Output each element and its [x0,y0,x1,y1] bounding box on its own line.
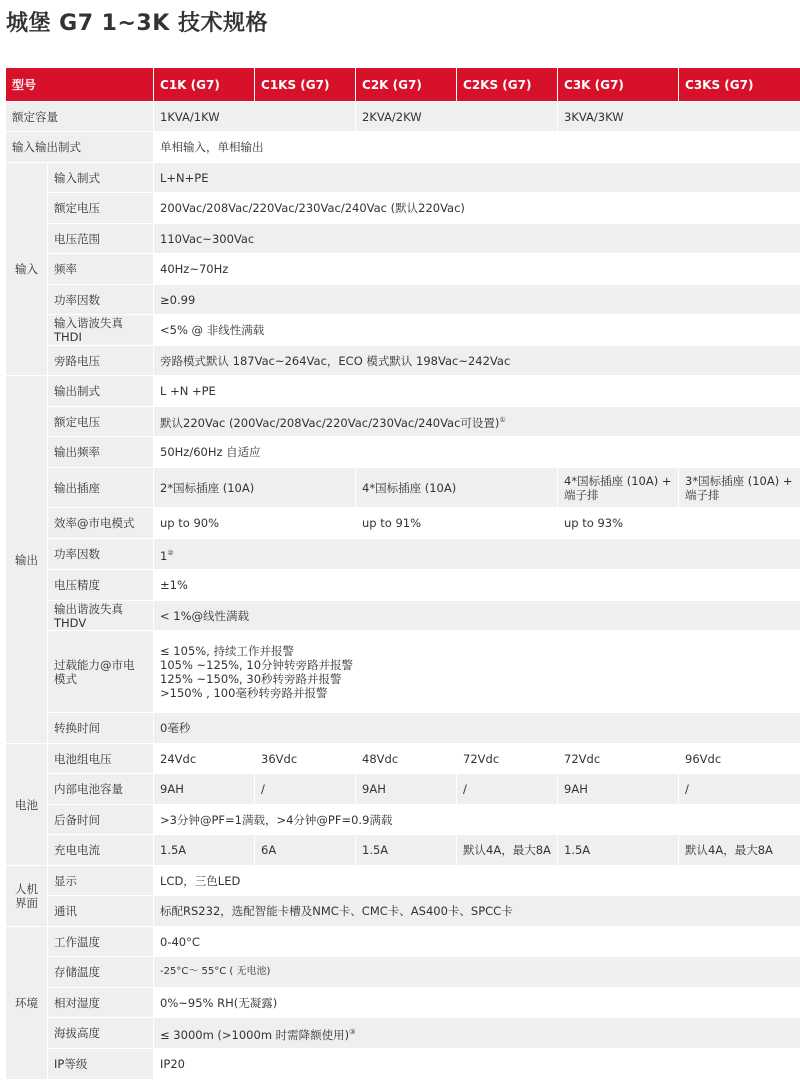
table-row [6,570,800,601]
cell-value: 9AH [154,774,255,805]
cell-value: 40Hz~70Hz [154,254,800,285]
cell-value: 0-40°C [154,927,800,957]
header-model-label: 型号 [6,68,154,102]
row-label: 功率因数 [48,539,154,570]
table-row [6,896,800,927]
group-label-output: 输出 [6,376,48,744]
cell-value: 1KVA/1KW [154,102,356,132]
row-label: 额定电压 [48,407,154,437]
row-label [48,631,154,713]
cell-value: IP20 [154,1049,800,1080]
row-label-line: 输入谐波失真 [54,316,123,330]
cell-value: 9AH [558,774,679,805]
cell-line: 端子排 [685,487,720,502]
cell-value: 1.5A [154,835,255,866]
row-label-line: 模式 [54,671,77,686]
cell-text: ≤ 3000m (>1000m 时需降额使用) [160,1027,350,1042]
row-label-line: THDI [54,330,82,344]
table-row [6,713,800,744]
cell-value: / [679,774,800,805]
cell-value: 50Hz/60Hz 自适应 [154,437,800,468]
cell-value: 默认4A，最大8A [679,835,800,866]
row-label: 存储温度 [48,957,154,988]
table-row [6,988,800,1018]
row-label: 海拔高度 [48,1018,154,1049]
table-row [6,835,800,866]
row-label: 功率因数 [48,285,154,315]
row-label [48,315,154,346]
table-row [6,132,800,163]
row-label: 额定容量 [6,102,154,132]
table-row [6,601,800,631]
row-label: 额定电压 [48,193,154,224]
cell-value: LCD，三色LED [154,866,800,896]
cell-value: 200Vac/208Vac/220Vac/230Vac/240Vac (默认220Vac) [154,193,800,224]
cell-value: 24Vdc [154,744,255,774]
row-label: 输出制式 [48,376,154,407]
table-row [6,376,800,407]
cell-value: / [457,774,558,805]
header-model: C3K (G7) [558,68,679,102]
table-row [6,285,800,315]
row-label: 内部电池容量 [48,774,154,805]
footnote-mark: ① [499,416,506,425]
row-label: 输入制式 [48,163,154,193]
row-label: 效率@市电模式 [48,508,154,539]
row-label: 通讯 [48,896,154,927]
row-label: 电压精度 [48,570,154,601]
cell-value [679,468,800,508]
cell-value: 默认4A，最大8A [457,835,558,866]
cell-value: up to 90% [154,508,356,539]
cell-value: 旁路模式默认 187Vac~264Vac，ECO 模式默认 198Vac~242Vac [154,346,800,376]
row-label: 电池组电压 [48,744,154,774]
cell-value [154,407,800,437]
cell-value [558,468,679,508]
group-label-environment: 环境 [6,927,48,1080]
overload-line: 105% ~125%, 10分钟转旁路并报警 [160,657,354,672]
cell-value: 4*国标插座 (10A) [356,468,558,508]
cell-value: 110Vac~300Vac [154,224,800,254]
table-row [6,224,800,254]
row-label: 旁路电压 [48,346,154,376]
header-model: C3KS (G7) [679,68,800,102]
cell-value: 1.5A [356,835,457,866]
overload-line: ≤ 105%, 持续工作并报警 [160,643,294,658]
table-row [6,1049,800,1080]
table-row [6,254,800,285]
cell-value: 2*国标插座 (10A) [154,468,356,508]
cell-value: L+N+PE [154,163,800,193]
row-label: 充电电流 [48,835,154,866]
cell-value: 0毫秒 [154,713,800,744]
row-label: 后备时间 [48,805,154,835]
group-label-battery: 电池 [6,744,48,866]
footnote-mark: ② [167,548,174,557]
table-row [6,102,800,132]
header-model: C2K (G7) [356,68,457,102]
table-row [6,437,800,468]
overload-line: >150% , 100毫秒转旁路并报警 [160,685,328,700]
cell-value: 36Vdc [255,744,356,774]
cell-value: ≥0.99 [154,285,800,315]
page-title: 城堡 G7 1~3K 技术规格 [6,11,268,36]
row-label-line: THDV [54,615,87,630]
table-row [6,957,800,988]
cell-value: 3KVA/3KW [558,102,800,132]
header-model: C1KS (G7) [255,68,356,102]
table-row [6,744,800,774]
cell-value: >3分钟@PF=1满载，>4分钟@PF=0.9满载 [154,805,800,835]
row-label: 输出频率 [48,437,154,468]
cell-value: < 1%@线性满载 [154,601,800,631]
spec-table [5,67,800,1080]
table-row [6,774,800,805]
cell-value: 48Vdc [356,744,457,774]
row-label: 工作温度 [48,927,154,957]
cell-value: up to 91% [356,508,558,539]
cell-line: 4*国标插座 (10A) + [564,473,672,488]
row-label-line: 输出谐波失真 [54,601,123,616]
cell-value: / [255,774,356,805]
cell-value: 96Vdc [679,744,800,774]
cell-value: 72Vdc [457,744,558,774]
cell-value: 72Vdc [558,744,679,774]
table-row [6,631,800,713]
cell-value: 0%~95% RH(无凝露) [154,988,800,1018]
row-label-line: 过载能力@市电 [54,657,135,672]
row-label: 显示 [48,866,154,896]
table-row [6,927,800,957]
cell-value [154,1018,800,1049]
row-label: 输入输出制式 [6,132,154,163]
table-row [6,163,800,193]
table-row [6,468,800,508]
cell-value: 9AH [356,774,457,805]
cell-value: ±1% [154,570,800,601]
group-label-line: 界面 [15,896,38,910]
cell-value: 2KVA/2KW [356,102,558,132]
cell-value: L +N +PE [154,376,800,407]
cell-value: 标配RS232，选配智能卡槽及NMC卡、CMC卡、AS400卡、SPCC卡 [154,896,800,927]
group-label-input: 输入 [6,163,48,376]
header-model: C1K (G7) [154,68,255,102]
row-label: IP等级 [48,1049,154,1080]
row-label: 频率 [48,254,154,285]
table-row [6,315,800,346]
cell-value: 1.5A [558,835,679,866]
row-label: 转换时间 [48,713,154,744]
cell-line: 端子排 [564,487,599,502]
cell-value: <5% @ 非线性满载 [154,315,800,346]
cell-text: 1 [160,548,168,563]
row-label: 电压范围 [48,224,154,254]
table-row [6,1018,800,1049]
cell-value: 单相输入，单相输出 [154,132,800,163]
row-label [48,601,154,631]
cell-value [154,539,800,570]
cell-value [154,631,800,713]
table-row [6,508,800,539]
header-model: C2KS (G7) [457,68,558,102]
overload-line: 125% ~150%, 30秒转旁路并报警 [160,671,342,686]
cell-text: 默认220Vac (200Vac/208Vac/220Vac/230Vac/240Vac可设置) [160,415,500,430]
row-label: 相对湿度 [48,988,154,1018]
table-row [6,539,800,570]
table-row [6,407,800,437]
table-row [6,866,800,896]
table-row [6,346,800,376]
cell-value: -25°C～ 55°C ( 无电池) [154,957,800,988]
table-row [6,193,800,224]
row-label: 输出插座 [48,468,154,508]
table-row [6,805,800,835]
cell-value: 6A [255,835,356,866]
group-label-hmi [6,866,48,927]
table-header [6,68,800,102]
cell-line: 3*国标插座 (10A) + [685,473,793,488]
cell-value: up to 93% [558,508,800,539]
footnote-mark: ③ [349,1027,356,1036]
group-label-line: 人机 [15,882,38,896]
